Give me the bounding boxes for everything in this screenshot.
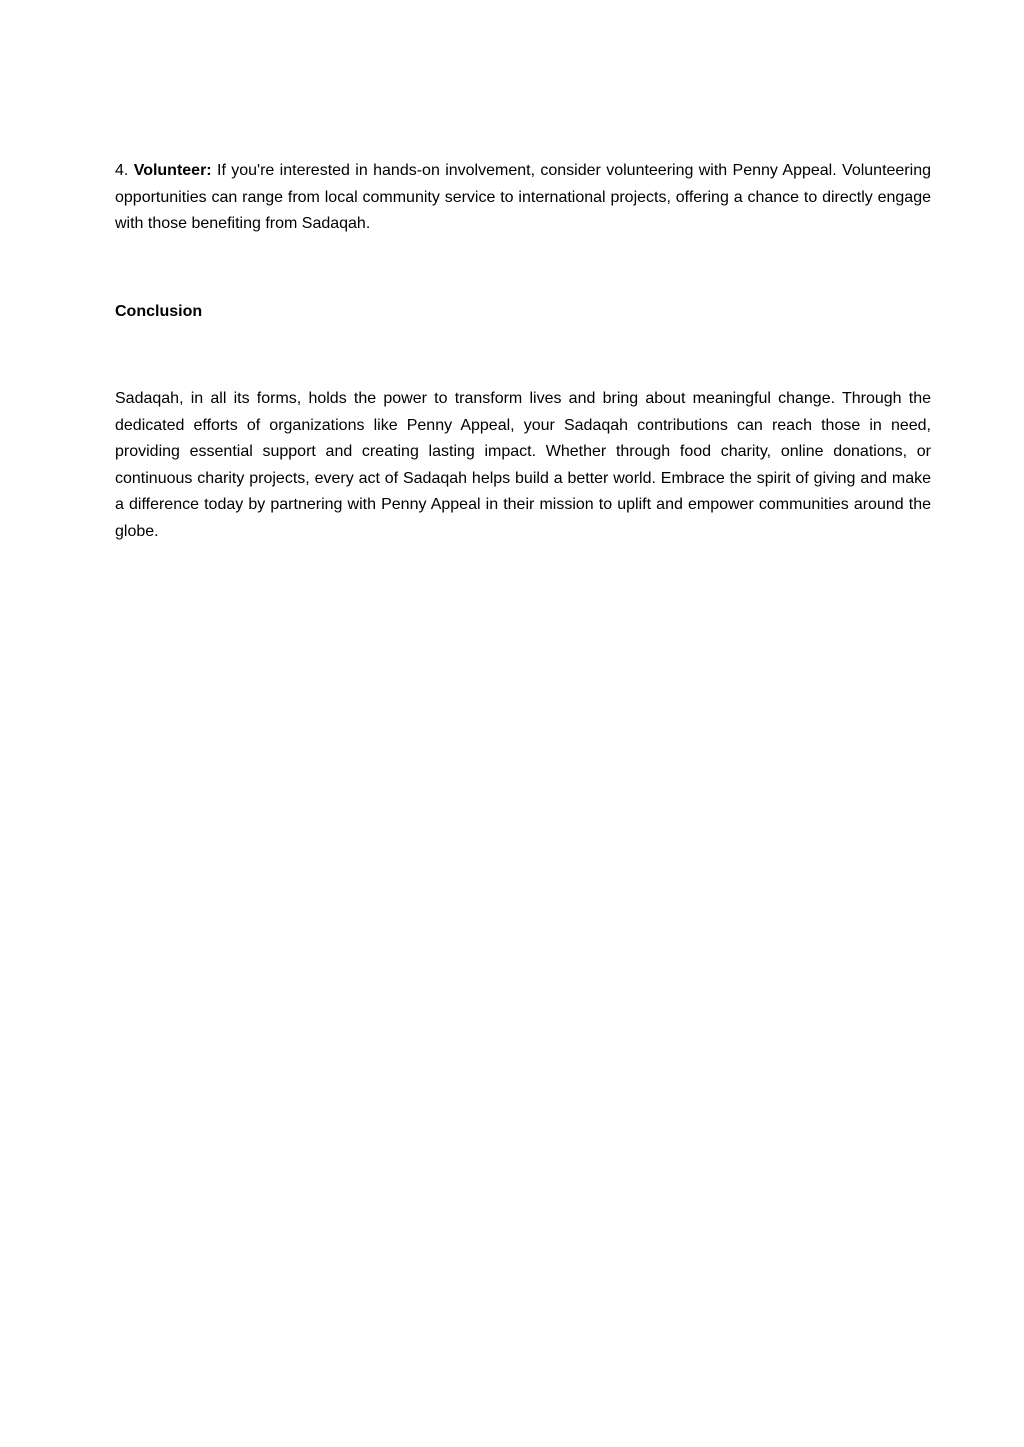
list-item-volunteer: [115, 158, 931, 238]
conclusion-paragraph: Sadaqah, in all its forms, holds the power to transform lives and bring about meaningful change. Through the dedicated efforts of organizations like Penny Appeal, your Sadaqah contributions can reach those in need, providing essential support and creating lasting impact. Whether through food charity, online donations, or continuous charity projects, every act of Sadaqah helps build a better world. Embrace the spirit of giving and make a difference today by partnering with Penny Appeal in their mission to uplift and empower communities around the globe.: [115, 390, 931, 540]
list-item-number: 4.: [115, 162, 129, 179]
section-heading-conclusion: Conclusion: [115, 303, 203, 320]
list-item-term: Volunteer:: [133, 162, 212, 179]
list-item-text: If you're interested in hands-on involvement, consider volunteering with Penny Appeal. Volunteering opportunities can range from local community service to international projects, offering a chance to directly engage with those benefiting from Sadaqah.: [115, 162, 931, 233]
